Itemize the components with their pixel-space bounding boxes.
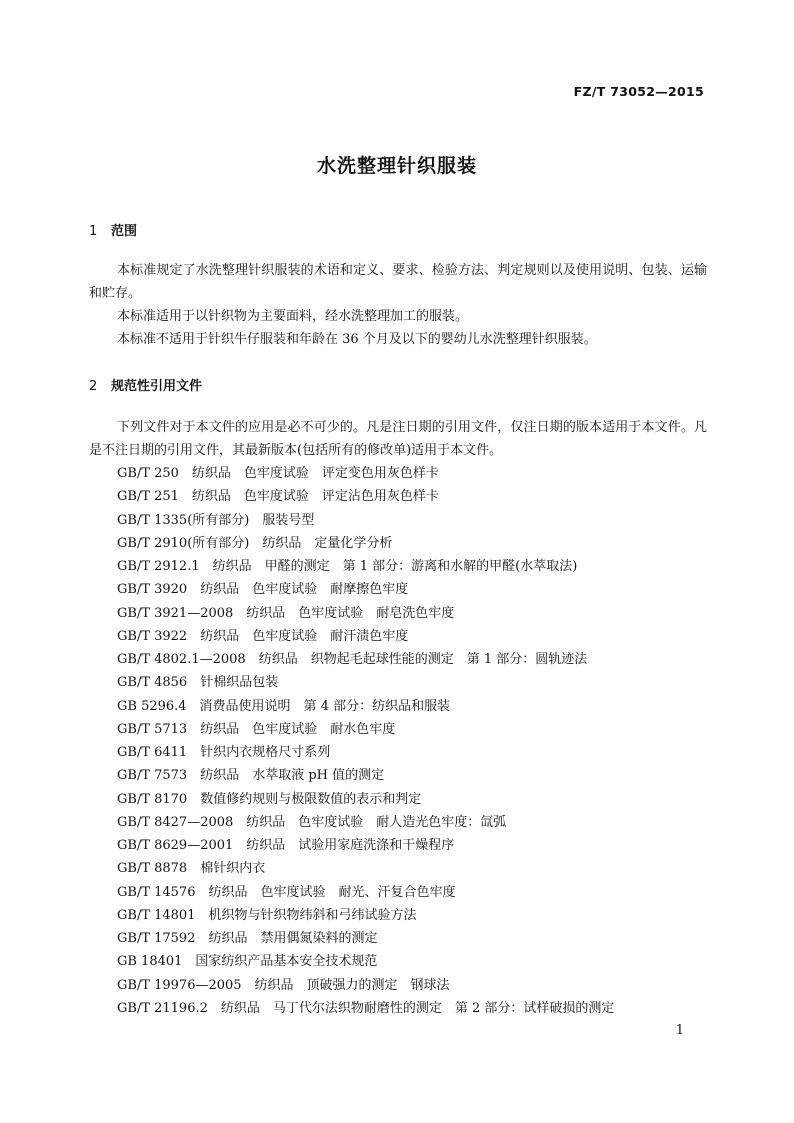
reference-item: GB/T 17592 纺织品 禁用偶氮染料的测定	[117, 931, 378, 946]
reference-item: GB/T 251 纺织品 色牢度试验 评定沾色用灰色样卡	[117, 489, 439, 505]
reference-item: GB 18401 国家纺织产品基本安全技术规范	[117, 954, 378, 970]
reference-item: GB/T 19976—2005 纺织品 顶破强力的测定 钢球法	[117, 977, 450, 993]
section-2-title: 规范性引用文件	[111, 379, 203, 394]
reference-item: GB/T 3921—2008 纺织品 色牢度试验 耐皂洗色牢度	[117, 605, 455, 621]
reference-item: GB/T 21196.2 纺织品 马丁代尔法织物耐磨性的测定 第 2 部分：试样破损的测定	[117, 1000, 615, 1016]
section-1-title: 范围	[111, 224, 138, 239]
section-2-intro: 下列文件对于本文件的应用是必不可少的。凡是注日期的引用文件，仅注日期的版本适用于本文件。凡是不注日期的引用文件，其最新版本(包括所有的修改单)适用于本文件。	[89, 420, 707, 458]
reference-item: GB/T 14576 纺织品 色牢度试验 耐光、汗复合色牢度	[117, 884, 456, 900]
section-1-paragraph-1: 本标准规定了水洗整理针织服装的术语和定义、要求、检验方法、判定规则以及使用说明、包装、运输和贮存。	[89, 263, 707, 301]
reference-item: GB/T 2910(所有部分) 纺织品 定量化学分析	[117, 535, 393, 551]
reference-item: GB/T 1335(所有部分) 服装号型	[117, 512, 315, 528]
reference-item: GB/T 3920 纺织品 色牢度试验 耐摩擦色牢度	[117, 582, 409, 598]
reference-item: GB/T 3922 纺织品 色牢度试验 耐汗渍色牢度	[117, 628, 409, 644]
reference-item: GB/T 8170 数值修约规则与极限数值的表示和判定	[117, 791, 422, 807]
reference-item: GB/T 5713 纺织品 色牢度试验 耐水色牢度	[117, 721, 396, 737]
reference-item: GB/T 14801 机织物与针织物纬斜和弓纬试验方法	[117, 907, 417, 923]
section-2-heading	[89, 375, 202, 394]
standard-code: FZ/T 73052—2015	[573, 84, 704, 99]
reference-item: GB/T 4856 针棉织品包装	[117, 675, 279, 691]
section-1-paragraph-2: 本标准适用于以针织物为主要面料，经水洗整理加工的服装。	[117, 309, 469, 324]
reference-item: GB/T 2912.1 纺织品 甲醛的测定 第 1 部分：游离和水解的甲醛(水萃取法)	[117, 559, 578, 574]
section-1-heading	[89, 220, 137, 239]
reference-item: GB/T 8427—2008 纺织品 色牢度试验 耐人造光色牢度：氙弧	[117, 814, 507, 830]
reference-item: GB/T 8878 棉针织内衣	[117, 861, 266, 877]
page-number: 1	[675, 1023, 684, 1038]
section-1-number: 1	[89, 224, 98, 239]
section-2-number: 2	[89, 379, 98, 394]
reference-list	[117, 462, 717, 1020]
reference-item: GB/T 250 纺织品 色牢度试验 评定变色用灰色样卡	[117, 466, 439, 481]
document-title: 水洗整理针织服装	[316, 155, 477, 177]
reference-item: GB/T 4802.1—2008 纺织品 织物起毛起球性能的测定 第 1 部分：圆轨迹法	[117, 652, 588, 667]
section-1-paragraph-3: 本标准不适用于针织牛仔服装和年龄在 36 个月及以下的婴幼儿水洗整理针织服装。	[117, 332, 597, 347]
reference-item: GB/T 8629—2001 纺织品 试验用家庭洗涤和干燥程序	[117, 838, 455, 853]
reference-item: GB/T 7573 纺织品 水萃取液 pH 值的测定	[117, 768, 385, 784]
reference-item: GB 5296.4 消费品使用说明 第 4 部分：纺织品和服装	[117, 698, 451, 714]
reference-item: GB/T 6411 针织内衣规格尺寸系列	[117, 745, 331, 760]
